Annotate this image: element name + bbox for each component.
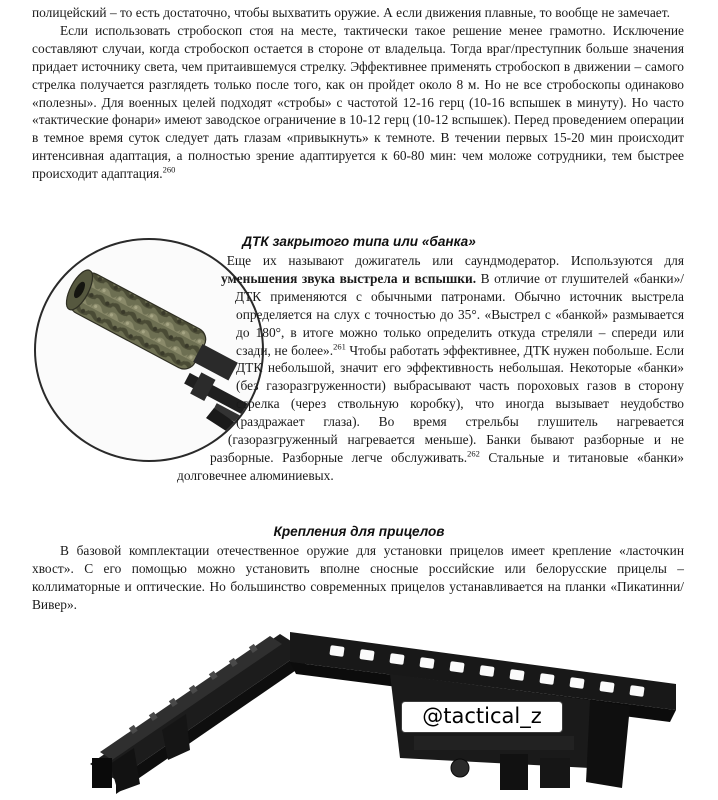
section2-paragraph: В базовой комплектации отечественное оружие для установки прицелов имеет крепление «ласточкин хвост». С его помощью можно установить вполне сносные российские или белорусские прицелы – коллиматорные и оптические. Но большинство современных прицелов устанавливается на планки «Пикатинни/Вивер». [32, 543, 684, 612]
watermark-tag: @tactical_z [401, 701, 563, 733]
footnote-ref: 260 [162, 164, 176, 175]
intro-paragraph-1: полицейский – то есть достаточно, чтобы выхватить оружие. А если движения плавные, то вообще не замечает. [32, 5, 670, 20]
footnote-ref: 261 [333, 341, 346, 352]
section-title-muzzle-device: ДТК закрытого типа или «банка» [242, 234, 476, 249]
section1-paragraph: Еще их называют дожигатель или саундмодератор. Используются для уменьшения звука выстрела и вспышки. В отличие от глушителей «банки»/ДТК применяются с обычными патронами. Обычно источник выстрела определяется на слух с точностью до 35°. «Выстрел с «банкой» размывается до 180°, в итоге можно только определить откуда стреляли – спереди или сзади, не более».$^{261}$ Чтобы работать эффективнее, ДТК нужен побольше. Если ДТК небольшой, значит его эффективность небольшая. Некоторые «банки» (без газоразгруженности) выбрасывают часть пороховых газов в сторону стрелка (через ствольную коробку), что иногда вызывает неудобство (раздражает глаза). Во время стрельбы глушитель нагревается (газоразгруженный нагревается меньше). Банки бывают разборные и не разборные. Разборные легче обслуживать.$^{262}$ Стальные и титановые «банки» долговечнее алюминиевых. [177, 253, 685, 483]
section2-text [32, 542, 684, 614]
intro-paragraph-2: Если использовать стробоскоп стоя на месте, тактически такое решение менее грамотно. Исключение составляют случаи, когда стробоскоп остается в стороне от владельца. Тогда враг/преступник больше значения придает источнику света, чем притаившемуся стрелку. Эффективнее применять стробоскоп в движении – самого стрелка получается разглядеть только после того, как он пройдет около 8 м. Но не все стробоскопы одинаково «полезны». Для военных целей подходят «стробы» с частотой 12-16 герц (10-16 вспышек в минуту). Но часто «тактические фонари» имеют заводское ограничение в 10-12 герц (10-12 вспышек). Перед проведением операции в темное время суток следует дать глазам «привыкнуть» к темноте. В течении первых 15-20 мин происходит интенсивная адаптация, а полностью зрение адаптируется к 60-80 мин: чем моложе сотрудники, тем быстрее происходит адаптация.$^{260}$ [32, 22, 684, 182]
dovetail-rail-mount-icon [70, 614, 320, 794]
section-title-scope-mounts: Крепления для прицелов [273, 524, 445, 539]
footnote-ref: 262 [467, 448, 480, 459]
section1-text [32, 252, 684, 485]
photo-float-spacer [0, 252, 236, 484]
intro-text [32, 4, 684, 183]
